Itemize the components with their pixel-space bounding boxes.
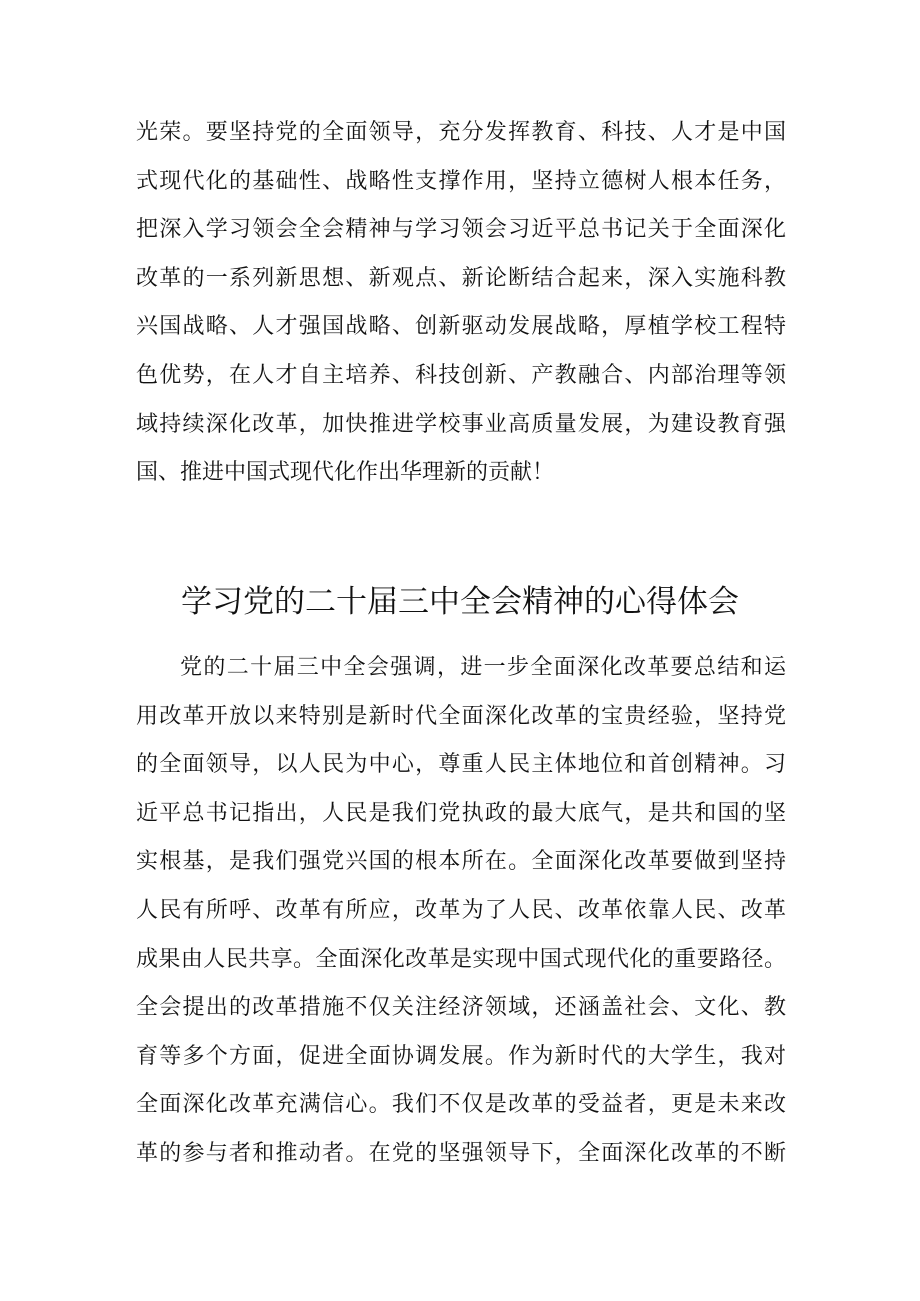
paragraph-line: 国、推进中国式现代化作出华理新的贡献！ — [136, 460, 555, 486]
paragraph-line: 的全面领导，以人民为中心，尊重人民主体地位和首创精神。习 — [136, 752, 786, 778]
paragraph-line: 式现代化的基础性、战略性支撑作用，坚持立德树人根本任务， — [136, 168, 786, 194]
paragraph-line: 全会提出的改革措施不仅关注经济领域，还涵盖社会、文化、教 — [136, 995, 786, 1021]
paragraph-line: 全面深化改革充满信心。我们不仅是改革的受益者，更是未来改 — [136, 1092, 786, 1118]
paragraph-line: 实根基，是我们强党兴国的根本所在。全面深化改革要做到坚持 — [136, 849, 786, 875]
page-title: 学习党的二十届三中全会精神的心得体会 — [181, 583, 739, 620]
paragraph-line: 党的二十届三中全会强调，进一步全面深化改革要总结和运 — [180, 655, 786, 680]
paragraph-line: 育等多个方面，促进全面协调发展。作为新时代的大学生，我对 — [136, 1043, 786, 1069]
paragraph-line: 色优势，在人才自主培养、科技创新、产教融合、内部治理等领 — [136, 362, 786, 388]
body-paragraph — [136, 644, 786, 1179]
paragraph-line: 革的参与者和推动者。在党的坚强领导下，全面深化改革的不断 — [136, 1140, 786, 1166]
paragraph-line: 用改革开放以来特别是新时代全面深化改革的宝贵经验，坚持党 — [136, 703, 786, 729]
continuation-paragraph — [136, 109, 786, 498]
paragraph-line: 光荣。要坚持党的全面领导，充分发挥教育、科技、人才是中国 — [136, 120, 786, 145]
paragraph-line: 把深入学习领会全会精神与学习领会习近平总书记关于全面深化 — [136, 217, 786, 243]
paragraph-line: 近平总书记指出，人民是我们党执政的最大底气，是共和国的坚 — [136, 800, 786, 826]
paragraph-line: 成果由人民共享。全面深化改革是实现中国式现代化的重要路径。 — [136, 946, 786, 972]
paragraph-line: 改革的一系列新思想、新观点、新论断结合起来，深入实施科教 — [136, 265, 786, 291]
paragraph-line: 兴国战略、人才强国战略、创新驱动发展战略，厚植学校工程特 — [136, 314, 786, 340]
paragraph-line: 人民有所呼、改革有所应，改革为了人民、改革依靠人民、改革 — [136, 897, 786, 923]
paragraph-line: 域持续深化改革，加快推进学校事业高质量发展，为建设教育强 — [136, 411, 786, 437]
